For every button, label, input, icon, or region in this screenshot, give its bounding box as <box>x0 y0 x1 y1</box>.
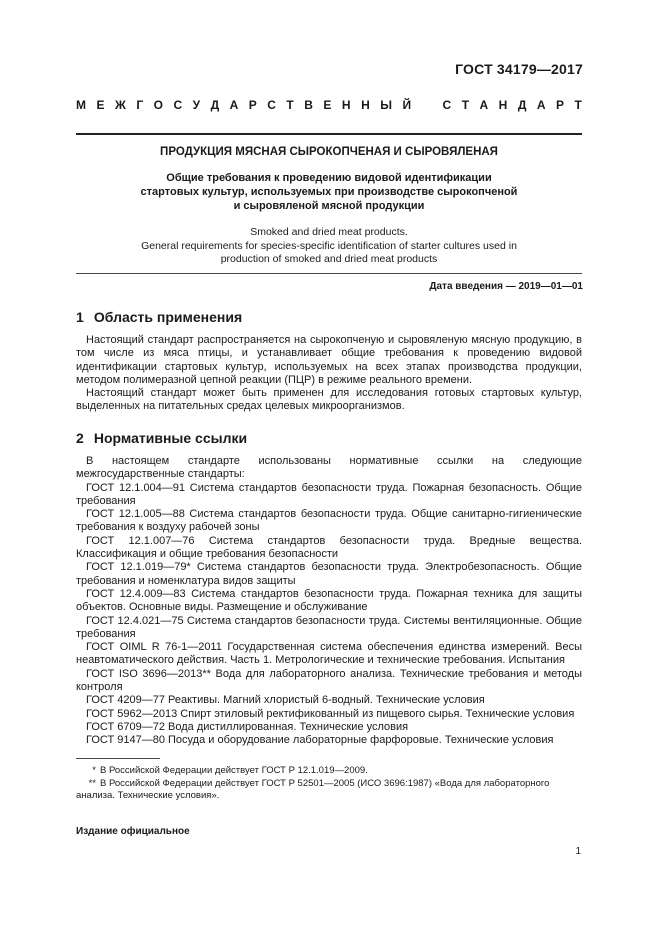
section-1-heading <box>76 309 242 325</box>
section-2-heading <box>76 430 247 446</box>
heading-letter: Т <box>286 98 294 112</box>
standard-title: ПРОДУКЦИЯ МЯСНАЯ СЫРОКОПЧЕНАЯ И СЫРОВЯЛЕНАЯ <box>160 146 498 158</box>
heading-letter: О <box>153 98 163 112</box>
introduction-date: Дата введения — 2019—01—01 <box>429 281 583 292</box>
heading-letter: М <box>76 98 86 112</box>
reference-item: ГОСТ OIML R 76-1—2011 Государственная система обеспечения единства измерений. Весы неавтоматического действия. Часть 1. Метрологические и технические требования. Испытания <box>76 641 582 667</box>
reference-item: ГОСТ 9147—80 Посуда и оборудование лабораторные фарфоровые. Технические условия <box>86 734 554 747</box>
reference-item: ГОСТ 12.1.005—88 Система стандартов безопасности труда. Общие санитарно-гигиенические требования к воздуху рабочей зоны <box>76 508 582 534</box>
footnote <box>76 778 582 803</box>
heading-letter: Й <box>402 98 412 112</box>
section-title: Нормативные ссылки <box>93 430 248 446</box>
subtitle-line: Общие требования к проведению видовой идентификации <box>166 172 492 184</box>
heading-letter: С <box>173 98 183 112</box>
subtitle-line: стартовых культур, используемых при производстве сырокопченой <box>140 186 518 198</box>
references-intro: В настоящем стандарте использованы нормативные ссылки на следующие межгосударственные стандарты: <box>76 455 582 481</box>
heading-letter: С <box>267 98 276 112</box>
heading-letter: Г <box>136 98 144 112</box>
official-edition-label: Издание официальное <box>76 826 190 837</box>
reference-item: ГОСТ 12.1.007—76 Система стандартов безопасности труда. Вредные вещества. Классификация и общие требования безопасности <box>76 534 582 561</box>
standard-subtitle <box>76 171 582 213</box>
footnotes <box>76 765 582 803</box>
footnote-rule <box>76 758 160 759</box>
reference-item: ГОСТ 5962—2013 Спирт этиловый ректификованный из пищевого сырья. Технические условия <box>86 707 575 720</box>
heading-letter: А <box>479 98 489 112</box>
section-title: Область применения <box>93 309 243 325</box>
footnote <box>76 765 582 778</box>
paragraph: Настоящий стандарт распространяется на сырокопченую и сыровяленую мясную продукцию, в том числе из мяса птицы, и устанавливает общие требования к проведению видовой идентификации стартовых культур, используемых на всех этапах производства продукции, методом полимеразной цепной реакции (ПЦР) в режиме реального времени. <box>76 334 582 386</box>
heading-letter: У <box>192 98 201 112</box>
heading-letter: Р <box>248 98 257 112</box>
heading-letter: Р <box>556 98 565 112</box>
footnote-mark: * <box>92 765 96 776</box>
heading-letter: Е <box>323 98 332 112</box>
section-number: 1 <box>76 309 84 325</box>
heading-letter: А <box>536 98 546 112</box>
english-title <box>76 226 582 267</box>
header-rule <box>76 133 582 135</box>
heading-letter: Н <box>498 98 508 112</box>
interstate-standard-heading <box>76 98 582 112</box>
footnote-mark: ** <box>88 777 96 789</box>
footnote-text: В Российской Федерации действует ГОСТ Р 52501—2005 (ИСО 3696:1987) «Вода для лабораторного анализа. Технические условия». <box>76 777 550 801</box>
normative-references <box>76 455 582 748</box>
heading-letter: Т <box>461 98 470 112</box>
reference-item: ГОСТ 12.1.019—79* Система стандартов безопасности труда. Электробезопасность. Общие требования и номенклатура видов защиты <box>76 561 582 587</box>
heading-letter: Ы <box>380 98 392 112</box>
english-title-line: production of smoked and dried meat products <box>220 253 438 265</box>
heading-letter: С <box>442 98 452 112</box>
reference-item: ГОСТ ISO 3696—2013** Вода для лабораторного анализа. Технические требования и методы контроля <box>76 667 582 694</box>
heading-letter: Т <box>574 98 582 112</box>
title-rule <box>76 273 582 274</box>
heading-letter: В <box>304 98 313 112</box>
heading-letter: Н <box>341 98 351 112</box>
heading-letter: Е <box>96 98 105 112</box>
heading-letter: Ж <box>114 98 126 112</box>
reference-item: ГОСТ 12.1.004—91 Система стандартов безопасности труда. Пожарная безопасность. Общие требования <box>76 481 582 507</box>
footnote-text: В Российской Федерации действует ГОСТ Р 12.1.019—2009. <box>100 765 368 776</box>
gost-code: ГОСТ 34179—2017 <box>455 61 583 77</box>
section-number: 2 <box>76 430 84 446</box>
english-title-line: Smoked and dried meat products. <box>250 226 408 238</box>
paragraph: Настоящий стандарт может быть применен для исследования готовых стартовых культур, выделенных на питательных средах целевых микроорганизмов. <box>76 387 582 413</box>
page-number: 1 <box>575 846 581 857</box>
reference-item: ГОСТ 12.4.021—75 Система стандартов безопасности труда. Системы вентиляционные. Общие требования <box>76 614 582 640</box>
heading-letter: Д <box>517 98 527 112</box>
heading-letter: Н <box>361 98 370 112</box>
reference-item: ГОСТ 4209—77 Реактивы. Магний хлористый 6-водный. Технические условия <box>86 694 485 707</box>
heading-letter: Д <box>210 98 220 112</box>
english-title-line: General requirements for species-specific identification of starter cultures used in <box>141 239 517 252</box>
section-1-body <box>76 334 582 414</box>
reference-item: ГОСТ 12.4.009—83 Система стандартов безопасности труда. Пожарная техника для защиты объектов. Основные виды. Размещение и обслуживание <box>76 587 582 614</box>
reference-item: ГОСТ 6709—72 Вода дистиллированная. Технические условия <box>86 720 409 733</box>
subtitle-line: и сыровяленой мясной продукции <box>233 200 425 212</box>
heading-letter: А <box>229 98 239 112</box>
